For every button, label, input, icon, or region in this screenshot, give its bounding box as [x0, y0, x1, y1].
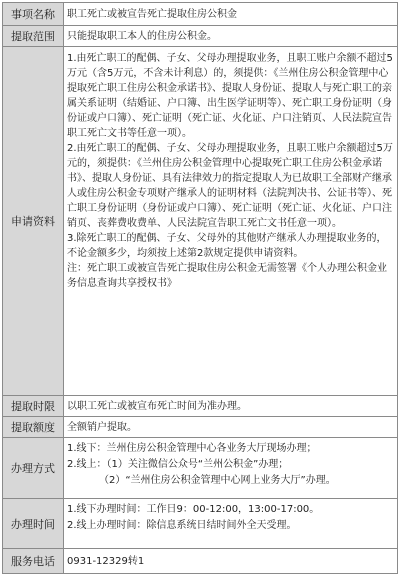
row-content: [64, 47, 398, 395]
text-line: 只能提取职工本人的住房公积金。: [67, 30, 217, 42]
row-label: 提取时限: [2, 396, 64, 416]
text-line: 3.除死亡职工的配偶、子女、父母外的其他财产继承人办理提取业务的，不论金额多少，均须按上述第2款规定提供申请资料。: [67, 233, 387, 259]
row-content: [64, 417, 398, 437]
row-content: [64, 438, 398, 498]
text-line: 2.线上办理时间：除信息系统日结时间外全天受理。: [67, 520, 297, 531]
row-amount: [2, 417, 398, 438]
text-line: （2）“兰州住房公积金管理中心网上业务大厅”办理。: [99, 475, 336, 486]
text-line: 以职工死亡或被宣布死亡时间为准办理。: [67, 400, 247, 412]
row-content: [64, 26, 398, 46]
phone-number: 0931-12329转1: [67, 555, 145, 567]
text-line: 职工死亡或被宣告死亡提取住房公积金: [67, 8, 237, 20]
row-label: 办理方式: [2, 438, 64, 498]
text-line: 全额销户提取。: [67, 421, 137, 433]
text-line: 1.线下办理时间：工作日9：00-12:00，13:00-17:00。: [67, 504, 320, 515]
row-scope: [2, 26, 398, 47]
row-label: 办理时间: [2, 499, 64, 548]
row-label: 申请资料: [2, 47, 64, 395]
text-line: 1.线下：兰州住房公积金管理中心各业务大厅现场办理；: [67, 443, 317, 454]
row-time-limit: [2, 396, 398, 417]
row-label: 服务电话: [2, 549, 64, 573]
row-content: [64, 3, 398, 25]
row-label: 提取额度: [2, 417, 64, 437]
text-line: 2.由死亡职工的配偶、子女、父母办理提取业务，且职工账户余额超过5万元的，须提供：《兰州住房公积金管理中心提取死亡职工住房公积金承诺书》、提取人身份证、具有法律效力的指定提取人为已故职工全部财产继承人或住房公积金专项财产继承人的证明材料（法院判决书、公证书等）、死亡职工身份证明（身份证或户口簿）、死亡证明（死亡证、火化证、户口注销页、丧葬费收费单、人民法院宣告职工死亡文书任意一项）。: [67, 143, 393, 229]
policy-table: [2, 2, 398, 574]
row-phone: [2, 549, 398, 574]
text-line: 2.线上：（1）关注微信公众号“兰州公积金”办理；: [67, 459, 289, 470]
row-content: [64, 549, 398, 573]
note-line: 注：死亡职工或被宣告死亡提取住房公积金无需签署《个人办理公积金业务信息查询共享授权书》: [67, 263, 387, 289]
text-line: 1.由死亡职工的配偶、子女、父母办理提取业务，且职工账户余额不超过5万元（含5万元，不含未计利息）的，须提供：《兰州住房公积金管理中心提取死亡职工住房公积金承诺书》、提取人身份证、提取人与死亡职工的亲属关系证明（结婚证、户口簿、出生医学证明等）、死亡职工身份证明（身份证或户口簿）、死亡证明（死亡证、火化证、户口注销页、人民法院宣告职工死亡文书等任意一项）。: [67, 53, 393, 139]
row-method: [2, 438, 398, 499]
row-hours: [2, 499, 398, 549]
row-content: [64, 499, 398, 548]
row-label: 提取范围: [2, 26, 64, 46]
row-label: 事项名称: [2, 3, 64, 25]
row-item-name: [2, 2, 398, 26]
row-content: [64, 396, 398, 416]
row-documents: [2, 47, 398, 396]
